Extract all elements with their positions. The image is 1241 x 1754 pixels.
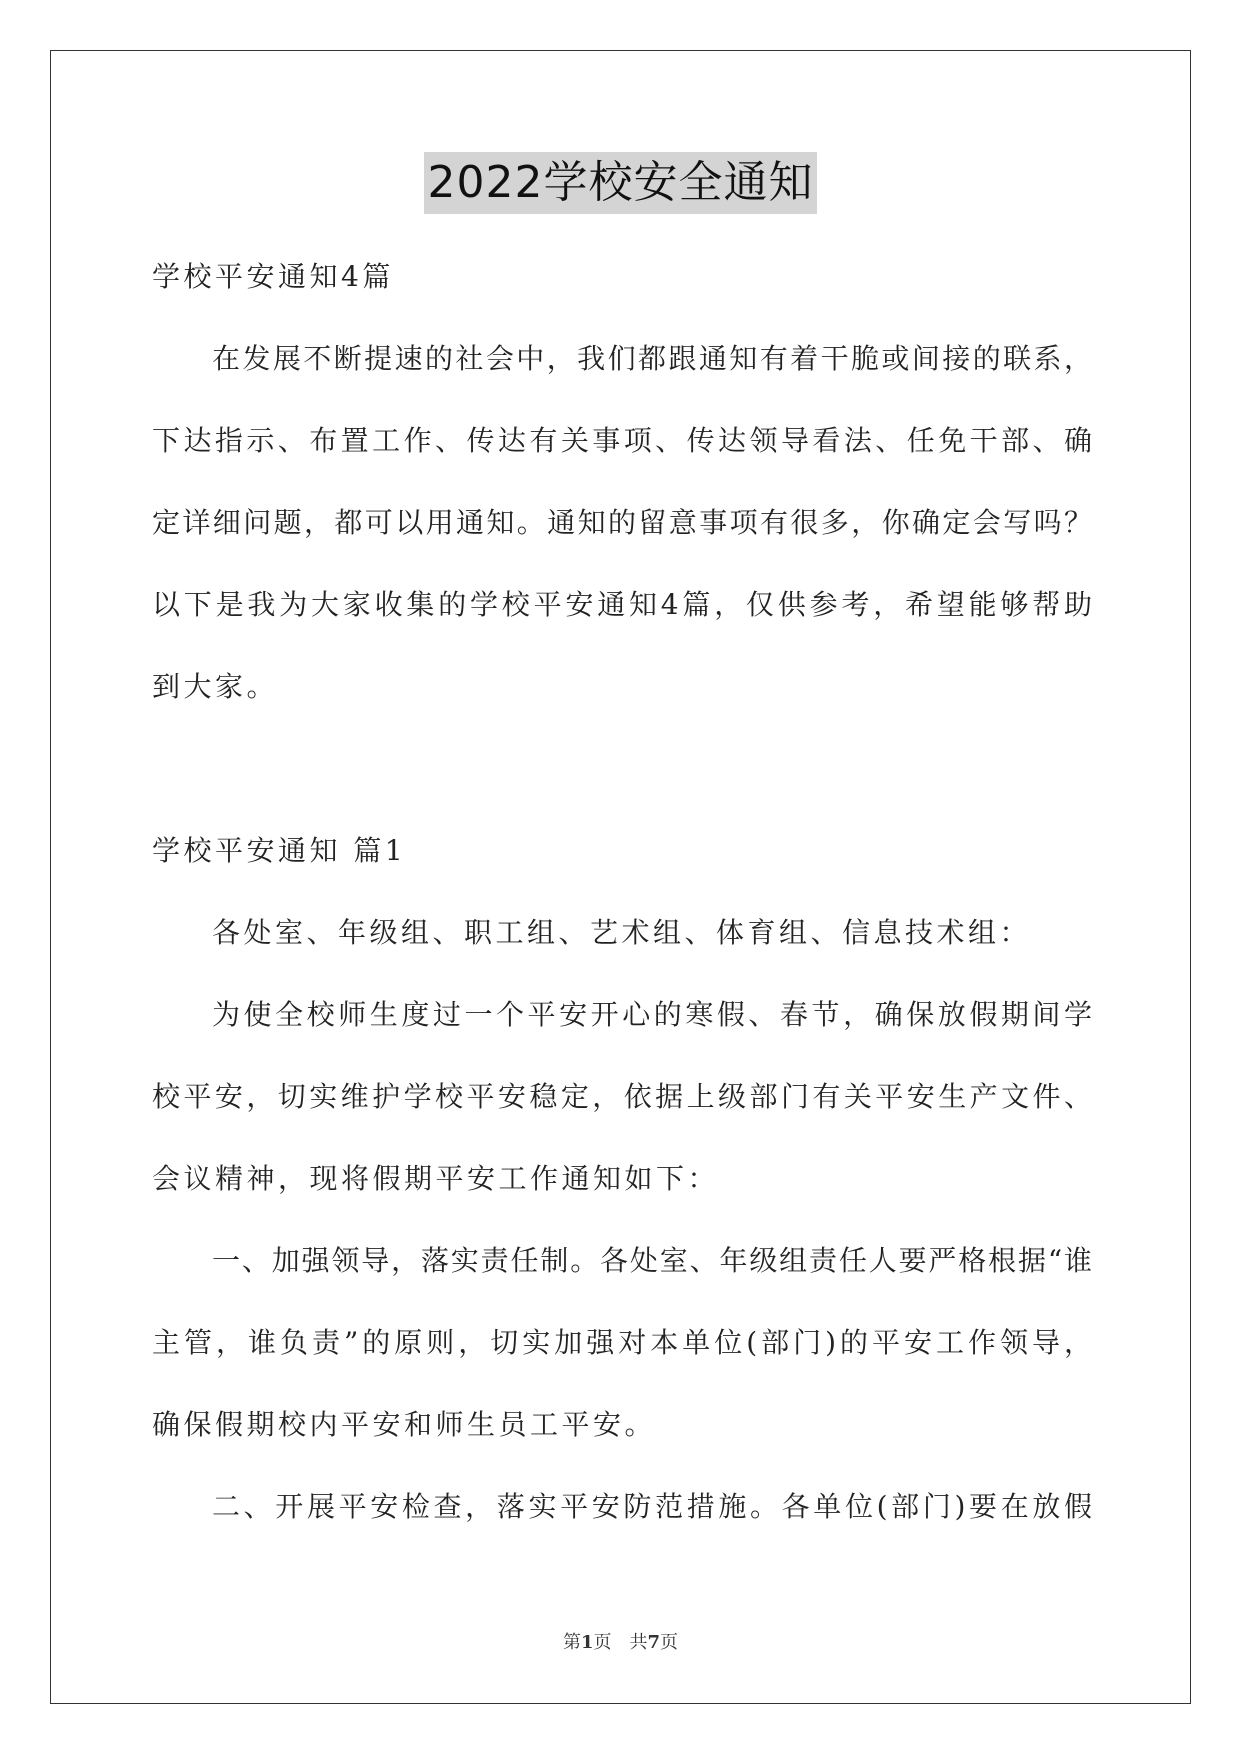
paragraph-line: 到大家。	[152, 670, 279, 703]
page-footer	[0, 1628, 1241, 1654]
page-current: 1	[580, 1632, 594, 1653]
paragraph-line: 为使全校师生度过一个平安开心的寒假、春节，确保放假期间学	[212, 998, 1092, 1031]
paragraph-line: 主管，谁负责”的原则，切实加强对本单位(部门)的平安工作领导，	[152, 1326, 1092, 1359]
paragraph-line: 下达指示、布置工作、传达有关事项、传达领导看法、任免干部、确	[152, 424, 1092, 457]
paragraph-line: 会议精神，现将假期平安工作通知如下：	[152, 1162, 720, 1195]
paragraph-line: 定详细问题，都可以用通知。通知的留意事项有很多，你确定会写吗？	[152, 506, 1092, 539]
paragraph-line: 确保假期校内平安和师生员工平安。	[152, 1408, 657, 1441]
paragraph-line: 各处室、年级组、职工组、艺术组、体育组、信息技术组：	[212, 916, 1032, 949]
paragraph-line: 校平安，切实维护学校平安稳定，依据上级部门有关平安生产文件、	[152, 1080, 1092, 1113]
section-heading: 学校平安通知4篇	[152, 260, 394, 293]
document-body	[152, 236, 1092, 1548]
paragraph-line: 二、开展平安检查，落实平安防范措施。各单位(部门)要在放假	[212, 1490, 1092, 1523]
document-title: 2022学校安全通知	[424, 152, 818, 214]
page-total: 7	[647, 1632, 661, 1653]
paragraph-line: 一、加强领导，落实责任制。各处室、年级组责任人要严格根据“谁	[212, 1244, 1092, 1277]
page-prefix: 第	[562, 1632, 581, 1653]
title-block	[0, 152, 1241, 214]
paragraph-line: 在发展不断提速的社会中，我们都跟通知有着干脆或间接的联系，	[212, 342, 1092, 375]
section-heading: 学校平安通知 篇1	[152, 834, 407, 867]
page-suffix: 页	[660, 1632, 679, 1653]
paragraph-line: 以下是我为大家收集的学校平安通知4篇，仅供参考，希望能够帮助	[152, 588, 1092, 621]
blank-line	[152, 728, 1092, 810]
page-mid: 页 共	[593, 1632, 648, 1653]
